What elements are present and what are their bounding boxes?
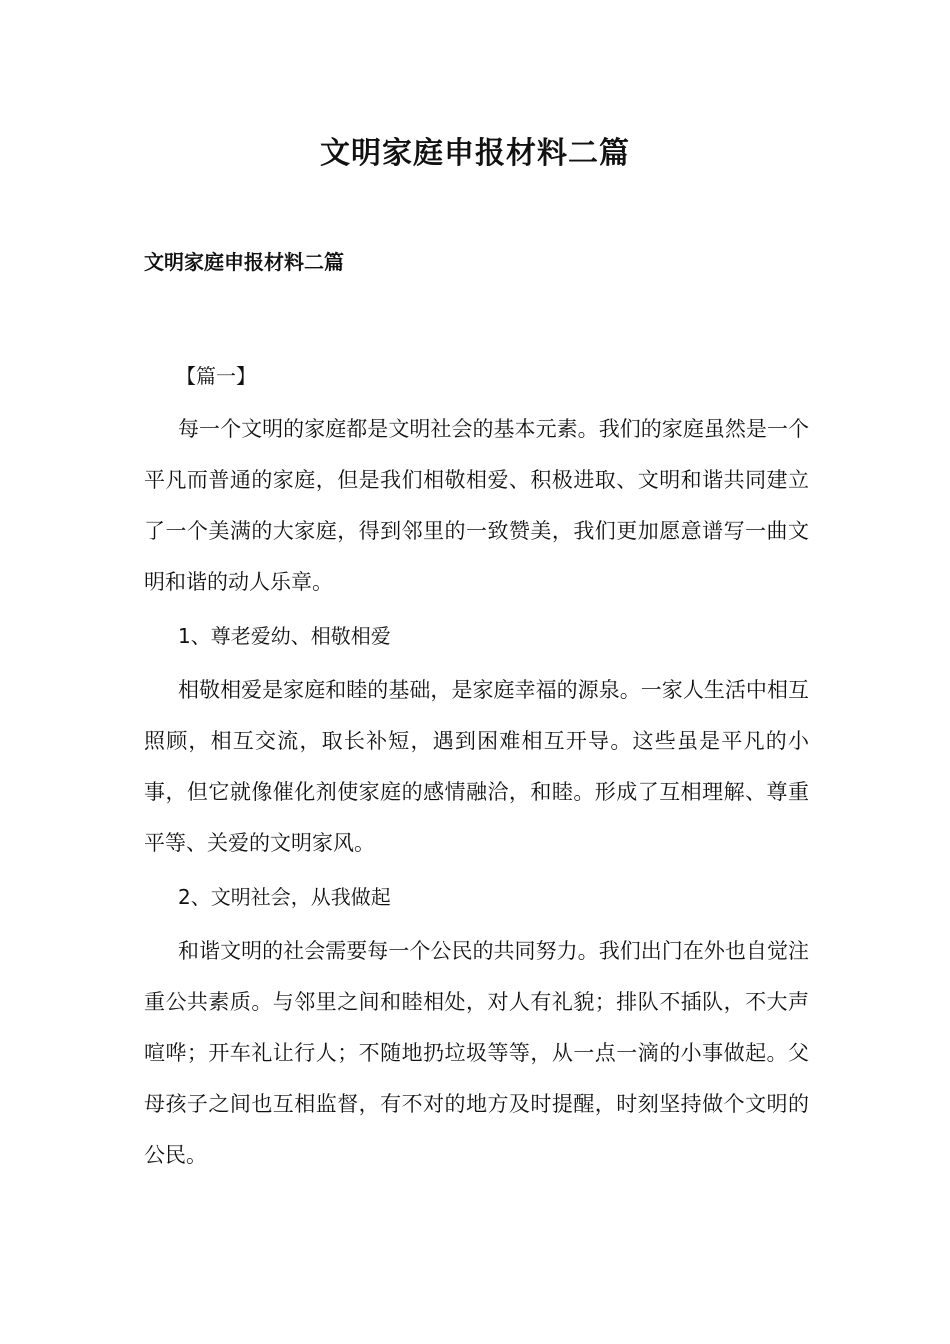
item-heading-1: 1、尊老爱幼、相敬相爱 bbox=[178, 624, 391, 648]
document-title: 文明家庭申报材料二篇 bbox=[320, 136, 630, 171]
document-subtitle: 文明家庭申报材料二篇 bbox=[144, 250, 344, 274]
item-heading-2: 2、文明社会，从我做起 bbox=[178, 885, 391, 909]
paragraph-respect: 相敬相爱是家庭和睦的基础，是家庭幸福的源泉。一家人生活中相互照顾，相互交流，取长补短，遇到困难相互开导。这些虽是平凡的小事，但它就像催化剂使家庭的感情融洽，和睦。形成了互相理解、尊重平等、关爱的文明家风。 bbox=[144, 678, 809, 855]
paragraph-civility: 和谐文明的社会需要每一个公民的共同努力。我们出门在外也自觉注重公共素质。与邻里之间和睦相处，对人有礼貌；排队不插队，不大声喧哗；开车礼让行人；不随地扔垃圾等等，从一点一滴的小事做起。父母孩子之间也互相监督，有不对的地方及时提醒，时刻坚持做个文明的公民。 bbox=[144, 939, 809, 1167]
paragraph-intro: 每一个文明的家庭都是文明社会的基本元素。我们的家庭虽然是一个平凡而普通的家庭，但是我们相敬相爱、积极进取、文明和谐共同建立了一个美满的大家庭，得到邻里的一致赞美，我们更加愿意谱写一曲文明和谐的动人乐章。 bbox=[144, 417, 809, 594]
section-label: 【篇一】 bbox=[176, 364, 256, 388]
